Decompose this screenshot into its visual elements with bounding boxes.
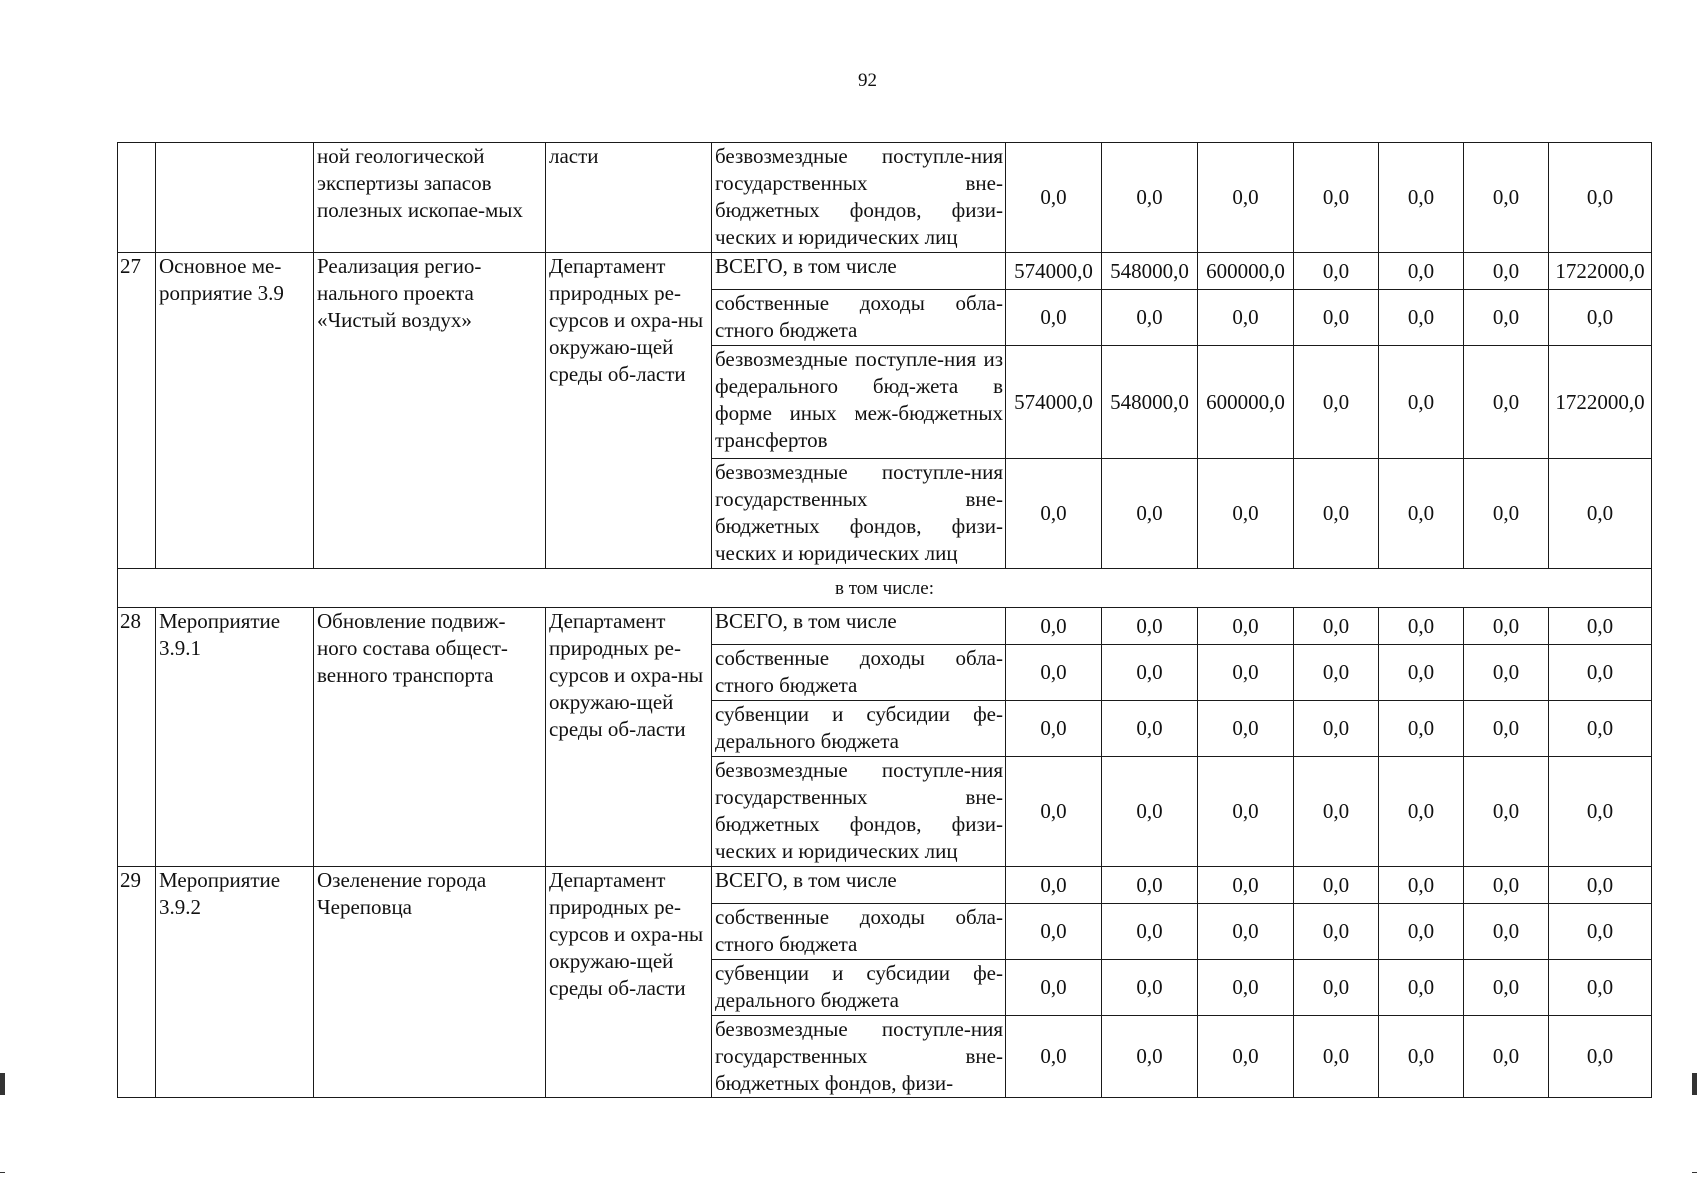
measure-name: Мероприятие 3.9.2 bbox=[156, 867, 314, 1098]
amount-year-4: 0,0 bbox=[1294, 346, 1379, 459]
amount-year-1: 0,0 bbox=[1006, 867, 1102, 904]
row-number bbox=[118, 143, 156, 253]
funding-source: собственные доходы обла-стного бюджета bbox=[712, 290, 1006, 346]
responsible-executor: Департамент природных ре-сурсов и охра-ны окружаю-щей среды об-ласти bbox=[546, 867, 712, 1098]
amount-total: 0,0 bbox=[1549, 701, 1652, 757]
amount-year-1: 574000,0 bbox=[1006, 253, 1102, 290]
amount-total: 0,0 bbox=[1549, 290, 1652, 346]
amount-year-6: 0,0 bbox=[1464, 1016, 1549, 1098]
amount-year-1: 0,0 bbox=[1006, 1016, 1102, 1098]
amount-year-2: 548000,0 bbox=[1102, 253, 1198, 290]
page-number: 92 bbox=[858, 70, 877, 91]
amount-year-3: 600000,0 bbox=[1198, 253, 1294, 290]
amount-year-5: 0,0 bbox=[1379, 1016, 1464, 1098]
amount-year-5: 0,0 bbox=[1379, 757, 1464, 867]
amount-total: 0,0 bbox=[1549, 608, 1652, 645]
funding-source: собственные доходы обла-стного бюджета bbox=[712, 645, 1006, 701]
amount-year-3: 600000,0 bbox=[1198, 346, 1294, 459]
amount-total: 0,0 bbox=[1549, 143, 1652, 253]
amount-year-3: 0,0 bbox=[1198, 645, 1294, 701]
amount-year-2: 548000,0 bbox=[1102, 346, 1198, 459]
amount-year-4: 0,0 bbox=[1294, 1016, 1379, 1098]
amount-year-2: 0,0 bbox=[1102, 290, 1198, 346]
row-number: 28 bbox=[118, 608, 156, 867]
amount-year-6: 0,0 bbox=[1464, 645, 1549, 701]
funding-source: безвозмездные поступле-ния государственных вне-бюджетных фондов, физи-ческих и юридических лиц bbox=[712, 459, 1006, 569]
funding-source: ВСЕГО, в том числе bbox=[712, 608, 1006, 645]
measure-name: Мероприятие 3.9.1 bbox=[156, 608, 314, 867]
amount-year-2: 0,0 bbox=[1102, 867, 1198, 904]
amount-total: 1722000,0 bbox=[1549, 253, 1652, 290]
amount-year-2: 0,0 bbox=[1102, 757, 1198, 867]
table-row bbox=[118, 867, 1652, 904]
amount-year-2: 0,0 bbox=[1102, 1016, 1198, 1098]
amount-year-3: 0,0 bbox=[1198, 290, 1294, 346]
funding-source: безвозмездные поступле-ния из федерального бюд-жета в форме иных меж-бюджетных трансфертов bbox=[712, 346, 1006, 459]
subheading-cell: в том числе: bbox=[118, 569, 1652, 608]
amount-year-6: 0,0 bbox=[1464, 960, 1549, 1016]
table-row bbox=[118, 253, 1652, 290]
amount-year-5: 0,0 bbox=[1379, 290, 1464, 346]
amount-year-4: 0,0 bbox=[1294, 608, 1379, 645]
amount-year-6: 0,0 bbox=[1464, 459, 1549, 569]
edge-tick-left bbox=[0, 1172, 5, 1173]
amount-year-5: 0,0 bbox=[1379, 960, 1464, 1016]
amount-year-4: 0,0 bbox=[1294, 757, 1379, 867]
amount-year-1: 0,0 bbox=[1006, 960, 1102, 1016]
amount-year-4: 0,0 bbox=[1294, 960, 1379, 1016]
responsible-executor: Департамент природных ре-сурсов и охра-ны окружаю-щей среды об-ласти bbox=[546, 608, 712, 867]
row-number: 27 bbox=[118, 253, 156, 569]
table-row bbox=[118, 143, 1652, 253]
amount-year-4: 0,0 bbox=[1294, 904, 1379, 960]
amount-year-1: 0,0 bbox=[1006, 904, 1102, 960]
amount-year-5: 0,0 bbox=[1379, 867, 1464, 904]
amount-year-1: 0,0 bbox=[1006, 757, 1102, 867]
amount-year-2: 0,0 bbox=[1102, 608, 1198, 645]
edge-mark-left bbox=[0, 1073, 5, 1095]
amount-year-5: 0,0 bbox=[1379, 346, 1464, 459]
amount-total: 0,0 bbox=[1549, 645, 1652, 701]
budget-table bbox=[117, 142, 1652, 1098]
amount-year-3: 0,0 bbox=[1198, 459, 1294, 569]
amount-total: 0,0 bbox=[1549, 459, 1652, 569]
funding-source: ВСЕГО, в том числе bbox=[712, 867, 1006, 904]
amount-total: 1722000,0 bbox=[1549, 346, 1652, 459]
amount-total: 0,0 bbox=[1549, 960, 1652, 1016]
amount-year-2: 0,0 bbox=[1102, 143, 1198, 253]
amount-year-6: 0,0 bbox=[1464, 346, 1549, 459]
amount-year-6: 0,0 bbox=[1464, 143, 1549, 253]
amount-year-1: 0,0 bbox=[1006, 645, 1102, 701]
amount-year-1: 0,0 bbox=[1006, 143, 1102, 253]
amount-year-2: 0,0 bbox=[1102, 904, 1198, 960]
subheading-row bbox=[118, 569, 1652, 608]
amount-year-1: 0,0 bbox=[1006, 608, 1102, 645]
measure-description: Озеленение города Череповца bbox=[314, 867, 546, 1098]
table-row bbox=[118, 608, 1652, 645]
amount-year-3: 0,0 bbox=[1198, 867, 1294, 904]
amount-year-6: 0,0 bbox=[1464, 290, 1549, 346]
amount-year-4: 0,0 bbox=[1294, 290, 1379, 346]
measure-name bbox=[156, 143, 314, 253]
amount-year-6: 0,0 bbox=[1464, 701, 1549, 757]
amount-year-3: 0,0 bbox=[1198, 608, 1294, 645]
amount-year-5: 0,0 bbox=[1379, 701, 1464, 757]
amount-year-6: 0,0 bbox=[1464, 757, 1549, 867]
funding-source: безвозмездные поступле-ния государственных вне-бюджетных фондов, физи-ческих и юридических лиц bbox=[712, 143, 1006, 253]
amount-year-6: 0,0 bbox=[1464, 867, 1549, 904]
amount-year-6: 0,0 bbox=[1464, 253, 1549, 290]
amount-total: 0,0 bbox=[1549, 904, 1652, 960]
amount-year-3: 0,0 bbox=[1198, 757, 1294, 867]
responsible-executor: ласти bbox=[546, 143, 712, 253]
amount-year-5: 0,0 bbox=[1379, 608, 1464, 645]
amount-year-1: 574000,0 bbox=[1006, 346, 1102, 459]
funding-source: субвенции и субсидии фе-дерального бюджета bbox=[712, 960, 1006, 1016]
amount-year-5: 0,0 bbox=[1379, 645, 1464, 701]
amount-year-6: 0,0 bbox=[1464, 904, 1549, 960]
table-body bbox=[118, 143, 1652, 1098]
amount-year-5: 0,0 bbox=[1379, 253, 1464, 290]
funding-source: безвозмездные поступле-ния государственных вне-бюджетных фондов, физи-ческих и юридических лиц bbox=[712, 757, 1006, 867]
amount-year-5: 0,0 bbox=[1379, 459, 1464, 569]
amount-year-2: 0,0 bbox=[1102, 960, 1198, 1016]
amount-year-2: 0,0 bbox=[1102, 701, 1198, 757]
amount-year-2: 0,0 bbox=[1102, 459, 1198, 569]
measure-name: Основное ме-роприятие 3.9 bbox=[156, 253, 314, 569]
measure-description: ной геологической экспертизы запасов полезных ископае-мых bbox=[314, 143, 546, 253]
funding-source: ВСЕГО, в том числе bbox=[712, 253, 1006, 290]
amount-year-1: 0,0 bbox=[1006, 459, 1102, 569]
amount-year-4: 0,0 bbox=[1294, 459, 1379, 569]
amount-year-4: 0,0 bbox=[1294, 253, 1379, 290]
amount-year-4: 0,0 bbox=[1294, 143, 1379, 253]
edge-tick-right bbox=[1692, 1172, 1697, 1173]
amount-year-3: 0,0 bbox=[1198, 701, 1294, 757]
amount-year-5: 0,0 bbox=[1379, 143, 1464, 253]
funding-source: собственные доходы обла-стного бюджета bbox=[712, 904, 1006, 960]
amount-year-1: 0,0 bbox=[1006, 290, 1102, 346]
amount-year-4: 0,0 bbox=[1294, 867, 1379, 904]
responsible-executor: Департамент природных ре-сурсов и охра-ны окружаю-щей среды об-ласти bbox=[546, 253, 712, 569]
amount-year-3: 0,0 bbox=[1198, 1016, 1294, 1098]
amount-total: 0,0 bbox=[1549, 757, 1652, 867]
amount-year-6: 0,0 bbox=[1464, 608, 1549, 645]
amount-total: 0,0 bbox=[1549, 867, 1652, 904]
amount-year-2: 0,0 bbox=[1102, 645, 1198, 701]
amount-year-3: 0,0 bbox=[1198, 960, 1294, 1016]
funding-source: безвозмездные поступле-ния государственных вне-бюджетных фондов, физи- bbox=[712, 1016, 1006, 1098]
measure-description: Обновление подвиж-ного состава общест-венного транспорта bbox=[314, 608, 546, 867]
amount-year-5: 0,0 bbox=[1379, 904, 1464, 960]
funding-source: субвенции и субсидии фе-дерального бюджета bbox=[712, 701, 1006, 757]
amount-year-3: 0,0 bbox=[1198, 904, 1294, 960]
amount-year-4: 0,0 bbox=[1294, 701, 1379, 757]
measure-description: Реализация регио-нального проекта «Чистый воздух» bbox=[314, 253, 546, 569]
amount-year-3: 0,0 bbox=[1198, 143, 1294, 253]
row-number: 29 bbox=[118, 867, 156, 1098]
amount-total: 0,0 bbox=[1549, 1016, 1652, 1098]
amount-year-1: 0,0 bbox=[1006, 701, 1102, 757]
edge-mark-right bbox=[1692, 1073, 1697, 1095]
amount-year-4: 0,0 bbox=[1294, 645, 1379, 701]
